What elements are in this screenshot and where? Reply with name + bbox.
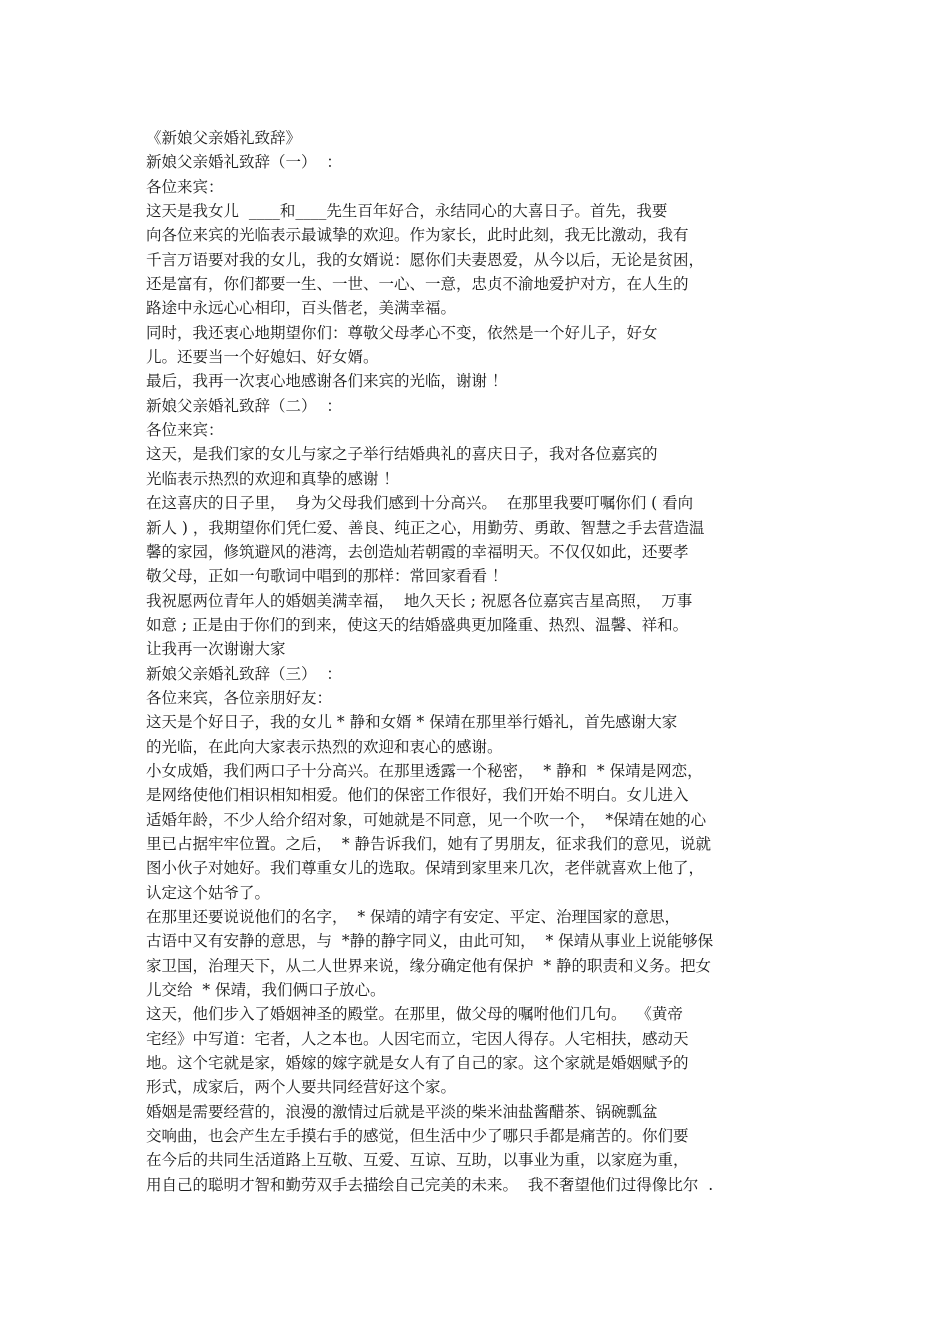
text-line: 同时，我还衷心地期望你们：尊敬父母孝心不变，依然是一个好儿子，好女 <box>146 323 658 342</box>
text-line: 让我再一次谢谢大家 <box>146 640 286 659</box>
text-line: 家卫国，治理天下，从二人世界来说，缘分确定他有保护 * 静的职责和义务。把女 <box>146 956 712 975</box>
text-line: 婚姻是需要经营的，浪漫的激情过后就是平淡的柴米油盐酱醋茶、锅碗瓢盆 <box>146 1102 658 1121</box>
document-title: 《新娘父亲婚礼致辞》 <box>146 129 302 147</box>
section-heading-2: 新娘父亲婚礼致辞（二） ： <box>146 396 342 415</box>
text-line: 各位来宾，各位亲朋好友： <box>146 688 333 707</box>
text-line: 形式，成家后，两个人要共同经营好这个家。 <box>146 1078 457 1097</box>
text-line: 宅经》中写道：宅者，人之本也。人因宅而立，宅因人得存。人宅相扶，感动天 <box>146 1029 689 1048</box>
text-line: 馨的家园，修筑避风的港湾，去创造灿若朝霞的幸福明天。不仅仅如此，还要孝 <box>146 542 689 561</box>
text-line: 里已占据牢牢位置。之后， * 静告诉我们，她有了男朋友，征求我们的意见，说就 <box>146 834 712 853</box>
text-line: 各位来宾： <box>146 421 224 440</box>
text-line: 还是富有，你们都要一生、一世、一心、一意，忠贞不渝地爱护对方，在人生的 <box>146 275 689 294</box>
text-line: 是网络使他们相识相知相爱。他们的保密工作很好，我们开始不明白。女儿进入 <box>146 786 689 805</box>
text-line: 适婚年龄，不少人给介绍对象，可她就是不同意，见一个吹一个， *保靖在她的心 <box>146 810 707 829</box>
text-line: 路途中永远心心相印，百头偕老，美满幸福。 <box>146 299 457 318</box>
section-heading-1: 新娘父亲婚礼致辞（一） ： <box>146 153 342 172</box>
text-line: 这天是我女儿 ____和____先生百年好合，永结同心的大喜日子。首先，我要 <box>146 202 668 221</box>
text-line: 最后，我再一次衷心地感谢各们来宾的光临，谢谢 ！ <box>146 372 508 391</box>
text-line: 我祝愿两位青年人的婚姻美满幸福， 地久天长 ; 祝愿各位嘉宾吉星高照， 万事 <box>146 591 693 610</box>
document-body <box>146 126 758 1197</box>
text-line: 在那里还要说说他们的名字， * 保靖的靖字有安定、平定、治理国家的意思， <box>146 908 681 926</box>
text-line: 小女成婚，我们两口子十分高兴。在那里透露一个秘密， * 静和 * 保靖是网恋， <box>146 761 703 780</box>
text-line: 如意 ; 正是由于你们的到来，使这天的结婚盛典更加隆重、热烈、温馨、祥和。 <box>146 615 689 634</box>
text-line: 这天，他们步入了婚姻神圣的殿堂。在那里，做父母的嘱咐他们几句。 《黄帝 <box>146 1005 683 1024</box>
text-line: 千言万语要对我的女儿，我的女婿说：愿你们夫妻恩爱，从今以后，无论是贫困， <box>146 250 705 269</box>
text-line: 的光临，在此向大家表示热烈的欢迎和衷心的感谢。 <box>146 737 503 756</box>
text-line: 地。这个宅就是家，婚嫁的嫁字就是女人有了自己的家。这个家就是婚姻赋予的 <box>146 1054 689 1073</box>
text-line: 认定这个姑爷了。 <box>146 883 271 902</box>
text-line: 在今后的共同生活道路上互敬、互爱、互谅、互助，以事业为重，以家庭为重， <box>146 1151 689 1170</box>
text-line: 新人 ) ，我期望你们凭仁爱、善良、纯正之心，用勤劳、勇敢、智慧之手去营造温 <box>146 518 705 537</box>
text-line: 敬父母，正如一句歌词中唱到的那样：常回家看看 ！ <box>146 567 508 586</box>
text-line: 古语中又有安静的意思，与 *静的静字同义，由此可知， * 保靖从事业上说能够保 <box>146 932 714 951</box>
text-line: 向各位来宾的光临表示最诚挚的欢迎。作为家长，此时此刻，我无比激动，我有 <box>146 226 689 245</box>
text-line: 用自己的聪明才智和勤劳双手去描绘自己完美的未来。 我不奢望他们过得像比尔 . <box>146 1175 714 1194</box>
text-line: 这天是个好日子，我的女儿 * 静和女婿 * 保靖在那里举行婚礼，首先感谢大家 <box>146 713 678 732</box>
text-line: 儿。还要当一个好媳妇、好女婿。 <box>146 348 379 367</box>
text-line: 图小伙子对她好。我们尊重女儿的选取。保靖到家里来几次，老伴就喜欢上他了， <box>146 859 705 878</box>
text-line: 这天，是我们家的女儿与家之子举行结婚典礼的喜庆日子，我对各位嘉宾的 <box>146 445 658 464</box>
text-line: 各位来宾： <box>146 177 224 196</box>
text-line: 在这喜庆的日子里， 身为父母我们感到十分高兴。 在那里我要叮嘱你们 ( 看向 <box>146 494 694 513</box>
text-line: 光临表示热烈的欢迎和真挚的感谢 ！ <box>146 469 399 488</box>
text-line: 儿交给 * 保靖，我们俩口子放心。 <box>146 981 386 1000</box>
section-heading-3: 新娘父亲婚礼致辞（三） ： <box>146 664 342 683</box>
text-line: 交响曲，也会产生左手摸右手的感觉，但生活中少了哪只手都是痛苦的。你们要 <box>146 1127 689 1146</box>
